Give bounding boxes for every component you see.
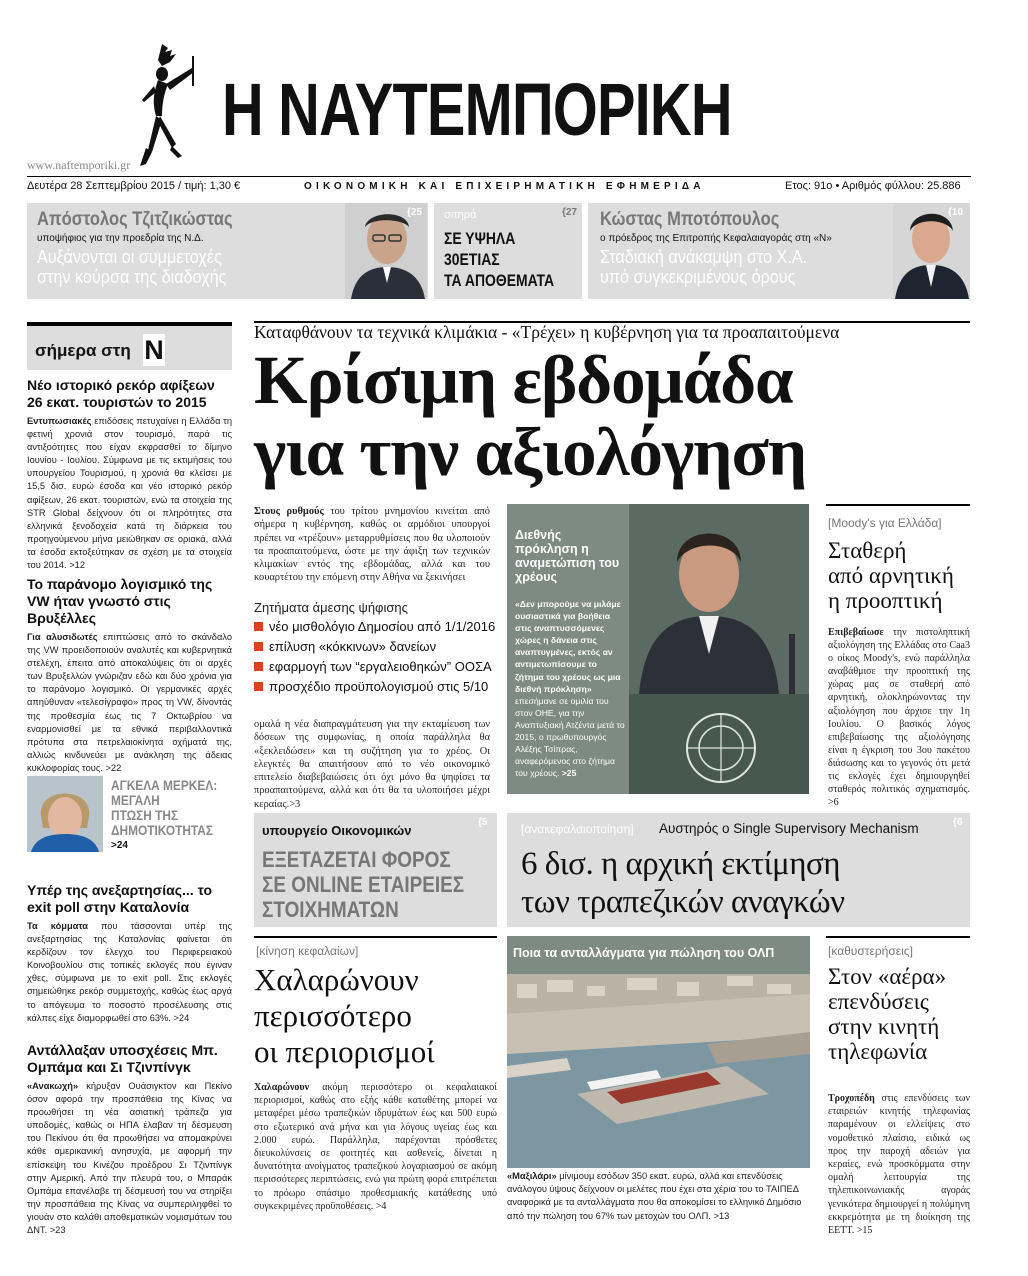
issue-item-2: επίλυση «κόκκινων» δανείων bbox=[269, 639, 437, 654]
ministry-line-1: ΕΞΕΤΑΖΕΤΑΙ ΦΟΡΟΣ bbox=[262, 847, 451, 872]
brief-4[interactable] bbox=[27, 1042, 232, 1237]
brief-1-more: >12 bbox=[66, 560, 86, 571]
masthead-rule bbox=[27, 176, 971, 177]
recap-line-2: των τραπεζικών αναγκών bbox=[521, 884, 845, 920]
tsipras-photo bbox=[629, 504, 809, 794]
capital-category: [κίνηση κεφαλαίων] bbox=[256, 944, 359, 958]
teaser-right-headline-2: υπό συγκεκριμένους όρους bbox=[600, 267, 796, 287]
moodys-category: [Moody's για Ελλάδα] bbox=[828, 516, 942, 530]
ministry-line-2: ΣΕ ONLINE ΕΤΑΙΡΕΙΕΣ bbox=[262, 872, 465, 897]
issue-item-1: νέο μισθολόγιο Δημοσίου από 1/1/2016 bbox=[269, 619, 496, 634]
brief-4-title: Αντάλλαξαν υποσχέσεις Μπ. Ομπάμα και Σι Τζινπίνγκ bbox=[27, 1042, 218, 1075]
brief-3-title: Υπέρ της ανεξαρτησίας... το exit poll στην Καταλονία bbox=[27, 882, 212, 915]
teaser-mid-category: σιτηρά bbox=[444, 209, 477, 221]
today-label: σήμερα στη bbox=[35, 341, 131, 360]
brief-2[interactable] bbox=[27, 576, 232, 775]
olp-more: >13 bbox=[710, 1210, 730, 1221]
teaser-mid-headline bbox=[444, 228, 554, 291]
teaser-left-headline-1: Αυξάνονται οι συμμετοχές bbox=[37, 247, 222, 267]
teaser-left-page: {25 bbox=[407, 207, 423, 218]
website-url[interactable]: www.naftemporiki.gr bbox=[27, 158, 131, 172]
capital-headline bbox=[254, 962, 435, 1070]
recap-page: {6 bbox=[953, 817, 963, 828]
brief-4-lead: «Ανακωχή» bbox=[27, 1081, 79, 1091]
today-bar bbox=[27, 322, 232, 370]
brief-3-text bbox=[27, 920, 232, 1025]
capital-body: ακόμη περισσότερο οι κεφαλαιακοί περιορισμοί, καθώς στο εξής κάθε καταθέτης μπορεί να μεταφέρει μέσω τραπεζικών ιδρυμάτων έως και 500 ευρώ στο εξωτερικό ανά μήνα και για λόγους υγείας έως και 2.000 ευρώ. Παράλληλα, παρέχονται πρόσθετες διευκολύνσεις σε φοιτητές και ασθενείς, δίνεται η δυνατότητα ανοίγματος τραπεζικού λογαριασμού σε ακόμη περισσότερες περιπτώσεις, ενώ για πρώτη φορά επιτρέπεται το πρόωρο σπάσιμο προθεσμιακής κατάθεσης υπό συγκεκριμένες προϋποθέσεις. bbox=[254, 1082, 497, 1212]
teaser-left-headline bbox=[37, 247, 226, 287]
delays-category: [καθυστερήσεις] bbox=[828, 944, 913, 958]
teaser-right-headline-1: Σταδιακή ανάκαμψη στο Χ.Α. bbox=[600, 247, 808, 267]
brief-3-more: >24 bbox=[170, 1012, 190, 1023]
olp-lead: «Μαξιλάρι» bbox=[507, 1171, 557, 1181]
teaser-mid-line-1: ΣΕ ΥΨΗΛΑ bbox=[444, 229, 516, 248]
capital-lead: Χαλαρώνουν bbox=[254, 1082, 310, 1093]
main-lead: Στους ρυθμούς bbox=[254, 506, 324, 517]
main-headline bbox=[254, 344, 806, 488]
brief-4-more: >23 bbox=[47, 1225, 66, 1236]
recap-subtitle: Αυστηρός ο Single Supervisory Mechanism bbox=[659, 821, 919, 836]
brief-1-title: Νέο ιστορικό ρεκόρ αφίξεων 26 εκατ. τουριστών το 2015 bbox=[27, 377, 215, 410]
tsipras-more: >25 bbox=[559, 768, 577, 779]
teaser-right-headline bbox=[600, 247, 807, 287]
issues-box bbox=[254, 600, 496, 697]
delays-headline bbox=[828, 964, 946, 1064]
today-logo-box: Ν bbox=[144, 335, 164, 365]
moodys-body: την πιστοληπτική αξιολόγηση της Ελλάδας στο Caa3 ο οίκος Moody's, ενώ παράλληλα αναβάθμισε την προοπτική της χώρας μας σε σταθερή από αρνητική, ολοκληρώνοντας την αξιολόγηση που άρχισε την 1η Ιουλίου. Ο βασικός λόγος επιβεβαίωσης της αξιολόγησης είναι η έγκριση του 3ου πακέτου διάσωσης και το γεγονός ότι μετά τις εκλογές έχει δημιουργηθεί σταθερός πολιτικός σχηματισμός. bbox=[828, 627, 970, 796]
brief-1-text bbox=[27, 415, 232, 572]
issue-item bbox=[254, 677, 490, 697]
olp-title: Ποια τα ανταλλάγματα για πώληση του ΟΛΠ bbox=[513, 946, 775, 960]
delays-more: >15 bbox=[854, 1225, 873, 1237]
olp-title-bar bbox=[507, 936, 810, 974]
brief-1-body: επιδόσεις πετυχαίνει η Ελλάδα τη φετινή χρονιά στον τουρισμό, παρά τις αντιξοότητες που είχαν εκφρασθεί το δίμηνο Ιουνίου - Ιουλίου. Σύμφωνα με τις εκτιμήσεις του υπουργείου Τουρισμού, η χρονιά θα κλείσει με 15,5 δισ. ευρώ έσοδα και νέο ιστορικό ρεκόρ αφίξεων, 26 εκατ. τουριστών, ενώ τα στοιχεία της STR Global δείχνουν ότι οι πληρότητες στα ελληνικά ξενοδοχεία κατά τη διάρκεια του προηγούμενου μήνα μειώθηκαν σε οριακά, αλλά τα έσοδα εκτοξεύτηκαν σε σχέση με τα στοιχεία του 2014. bbox=[27, 416, 232, 571]
brief-2-text bbox=[27, 631, 232, 775]
capital-line-2: περισσότερο bbox=[254, 998, 412, 1033]
teaser-left-role: υποψήφιος για την προεδρία της Ν.Δ. bbox=[37, 233, 204, 244]
olp-body: μίνιμουμ εσόδων 350 εκατ. ευρώ, αλλά και επενδύσεις ανάλογου ύψους δείχνουν οι μελέτες που έχει στα χέρια του το ΤΑΙΠΕΔ αναφορικά με τα ανταλλάγματα που θα αποκομίσει το ελληνικό Δημόσιο από την πώληση του 67% των μετοχών του ΟΛΠ. bbox=[507, 1171, 802, 1221]
main-headline-2: για την αξιολόγηση bbox=[254, 414, 807, 490]
brief-2-title: Το παράνομο λογισμικό της VW ήταν γνωστό στις Βρυξέλλες bbox=[27, 576, 213, 626]
teaser-right-role: ο πρόεδρος της Επιτροπής Κεφαλαιαγοράς στη «Ν» bbox=[600, 233, 832, 244]
olp-text bbox=[507, 1170, 810, 1223]
issue-item bbox=[254, 617, 496, 637]
brief-3-body: που τάσσονται υπέρ της ανεξαρτησίας της Καταλονίας φαίνεται ότι κερδίζουν τον έλεγχο του Περιφερειακού Κοινοβουλίου στις τοπικές εκλογές που έγιναν χθες, σύμφωνα με το exit poll. Στις εκλογές σημειώθηκε ρεκόρ συμμετοχής, καθώς έως αργά το απόγευμα το ποσοστό προσέλευσης στις κάλπες είχε διαμορφωθεί στο 63%. bbox=[27, 921, 232, 1023]
main-body-2 bbox=[254, 718, 490, 811]
capital-line-3: οι περιορισμοί bbox=[254, 1034, 435, 1069]
recap-category: [ανακεφαλαιοποίηση] bbox=[521, 822, 634, 836]
teaser-right[interactable] bbox=[588, 203, 970, 299]
merkel-line-3: ΠΤΩΣΗ ΤΗΣ bbox=[111, 808, 179, 823]
merkel-photo bbox=[27, 776, 103, 852]
newspaper-title: Η ΝΑΥΤΕΜΠΟΡΙΚΗ bbox=[222, 68, 732, 151]
teaser-mid-line-2: 30ΕΤΙΑΣ bbox=[444, 250, 500, 269]
merkel-line-4: ΔΗΜΟΤΙΚΟΤΗΤΑΣ bbox=[111, 823, 214, 838]
moodys-line-1: Σταθερή bbox=[828, 538, 907, 563]
brief-4-body: κήρυξαν Ουάσιγκτον και Πεκίνο όσον αφορά την προσπάθεια της Κίνας να προωθήσει τη νέα ασιατική τράπεζα για υποδομές, καθώς οι ΗΠΑ έλαβαν τη δέσμευση του Πεκίνου ότι θα προωθήσει να απομακρύνει κάθε αμερικανική ανησυχία, με αφορμή την επίσκεψη του Κινέζου προέδρου Σι Τζινπίνγκ στην Αμερική. Από την πλευρά του, ο Μπαράκ Ομπάμα επανέλαβε τη δέσμευσή του να στηρίξει την προσπάθεια της Κίνας να συμπεριληφθεί το γιουάν στο καλάθι αποθεματικών νομισμάτων του ΔΝΤ. bbox=[27, 1081, 232, 1236]
teaser-right-page: {10 bbox=[948, 207, 964, 218]
moodys-text bbox=[828, 626, 970, 809]
teaser-left-name: Απόστολος Τζιτζικώστας bbox=[37, 209, 233, 230]
tsipras-box[interactable] bbox=[507, 504, 809, 794]
tsipras-quote-text: «Δεν μπορούμε να μιλάμε ουσιαστικά για βοήθεια στις αναπτυσσόμενες χώρες η δάνεια στις αναπτυγμένες, εκτός αν αντιμετωπίσουμε το ζήτημα του χρέους ως μια διεθνή πρόκληση» bbox=[515, 599, 621, 694]
tsipras-title: Διεθνής πρόκληση η αναμετώπιση του χρέους bbox=[515, 528, 620, 584]
brief-4-text bbox=[27, 1080, 232, 1237]
recap-line-1: 6 δισ. η αρχική εκτίμηση bbox=[521, 846, 841, 882]
issue-item-3: εφαρμογή των “εργαλειοθηκών” ΟΟΣΑ bbox=[269, 659, 492, 674]
main-body-1-text: του τρίτου μνημονίου κινείται από σήμερα η κυβέρνηση, καθώς οι αρμόδιοι υπουργοί πρέπει να «τρέξουν» μεταρρυθμίσεις που θα υλοποιούν τα προαπαιτούμενα, ώστε με την άφιξη των τεχνικών κλιμακίων εντός της εβδομάδας, αλλά και του κουαρτέτου την επόμενη στην Αθήνα να ξεκινήσει bbox=[254, 506, 490, 584]
teaser-mid-page: {27 bbox=[562, 207, 578, 218]
port-photo bbox=[507, 974, 810, 1168]
issue-number: Ετος: 91ο • Αριθμός φύλλου: 25.886 bbox=[785, 180, 961, 192]
moodys-headline bbox=[828, 538, 954, 613]
delays-lead: Τροχοπέδη bbox=[828, 1093, 875, 1104]
brief-3-lead: Τα κόμματα bbox=[27, 921, 88, 931]
moodys-more: >6 bbox=[828, 797, 839, 809]
main-body-1 bbox=[254, 505, 490, 585]
issue-item-4: προσχέδιο προϋπολογισμού στις 5/10 bbox=[269, 679, 489, 694]
issue-date-price: Δευτέρα 28 Σεπτεμβρίου 2015 / τιμή: 1,30 € bbox=[27, 180, 241, 192]
issue-item bbox=[254, 637, 490, 657]
delays-line-1: Στον «αέρα» bbox=[828, 964, 947, 989]
brief-2-body: επιπτώσεις από το σκάνδαλο της VW προειδοποιούν αναλυτές και κυβερνητικά στελέχη, έπειτα από αποκαλύψεις ότι οι αρχές των Βρυξελλών γνώριζαν εδώ και δύο χρόνια για το παράνομο λογισμικό. Οι γερμανικές αρχές απηύθυναν «τελεσίγραφο» προς τη VW, δίνοντάς της προθεσμία έως τις 7 Οκτωβρίου να εναρμονισθεί με τα εθνικά περιβαλλοντικά πρότυπα στα πετρελαιοκίνητα οχήματά της, αλλιώς κινδυνεύει με ανάκληση της άδειας κυκλοφορίας τους. bbox=[27, 632, 232, 773]
delays-body: στις επενδύσεις των εταιρειών κινητής τηλεφωνίας παραμένουν οι ελλείψεις στο νομοθετικό πλαίσιο, ειδικά ως προς την παροχή αδειών για κεραίες, ενώ προσκόμματα στην ομαλή λειτουργία της τηλεπικοινωνιακής αγοράς γενικότερα δημιουργεί η πολύμηνη εκκρεμότητα με τη διοίκηση της ΕΕΤΤ. bbox=[828, 1093, 970, 1237]
ministry-page: {5 bbox=[478, 817, 488, 828]
brief-2-more: >22 bbox=[102, 762, 122, 773]
ministry-box[interactable] bbox=[254, 813, 497, 927]
recap-headline bbox=[521, 845, 845, 921]
moodys-rule bbox=[826, 504, 970, 506]
main-more: >3 bbox=[289, 798, 301, 810]
main-headline-1: Κρίσιμη εβδομάδα bbox=[254, 342, 793, 418]
main-body-2-text: ομαλά η νέα διαπραγμάτευση για την εκταμίευση των δόσεων της συμφωνίας, η οποία παράλληλα θα «ξεκλειδώσει» και τη συζήτηση για το χρέος. Οι ελεγκτές θα απαιτήσουν από το νέο οικονομικό επιτελείο διαβεβαιώσεις ότι όχι μόνο θα ψηφίσει τα προαπαιτούμενα, αλλά και ότι θα τα υλοποιήσει μέχρι κεραίας. bbox=[254, 719, 490, 810]
issues-title: Ζητήματα άμεσης ψήφισης bbox=[254, 600, 408, 615]
teaser-right-name: Κώστας Μποτόπουλος bbox=[600, 209, 780, 230]
issue-item bbox=[254, 657, 490, 677]
capital-more: >4 bbox=[373, 1200, 387, 1212]
capital-rule bbox=[254, 936, 497, 938]
merkel-page: >24 bbox=[111, 840, 128, 851]
brief-2-lead: Για αλυσιδωτές bbox=[27, 632, 98, 642]
ministry-line-3: ΣΤΟΙΧΗΜΑΤΩΝ bbox=[262, 897, 399, 922]
capital-text bbox=[254, 1081, 497, 1213]
teaser-left-headline-2: στην κούρσα της διαδοχής bbox=[37, 267, 227, 287]
ministry-headline bbox=[262, 847, 464, 922]
delays-line-3: στην κινητή bbox=[828, 1014, 940, 1039]
merkel-line-2: ΜΕΓΑΛΗ bbox=[111, 793, 160, 808]
tsipras-rest: επεσήμανε σε ομιλία του στον ΟΗΕ, για την Αναπτυξιακή Ατζέντα μετά το 2015, ο πρωθυπουργός Αλέξης Τσίπρας, αναφερόμενος στο ζήτημα του χρέους. bbox=[515, 695, 625, 779]
brief-1-lead: Εντυπωσιακές bbox=[27, 416, 92, 426]
moodys-lead: Επιβεβαίωσε bbox=[828, 627, 884, 638]
teaser-left[interactable] bbox=[27, 203, 428, 299]
merkel-line-1: ΑΓΚΕΛΑ ΜΕΡΚΕΛ: bbox=[111, 778, 218, 793]
main-kicker: Καταφθάνουν τα τεχνικά κλιμάκια - «Τρέχει» η κυβέρνηση για τα προαπαιτούμενα bbox=[254, 322, 840, 342]
delays-rule bbox=[826, 936, 970, 938]
recap-box[interactable] bbox=[507, 813, 970, 927]
merkel-headline bbox=[111, 778, 217, 838]
brief-1[interactable] bbox=[27, 377, 232, 572]
brief-3[interactable] bbox=[27, 882, 232, 1025]
tagline: ΟΙΚΟΝΟΜΙΚΗ ΚΑΙ ΕΠΙΧΕΙΡΗΜΑΤΙΚΗ ΕΦΗΜΕΡΙΔΑ bbox=[304, 181, 705, 192]
delays-text bbox=[828, 1092, 970, 1237]
moodys-line-3: η προοπτική bbox=[828, 588, 943, 613]
capital-line-1: Χαλαρώνουν bbox=[254, 962, 419, 997]
olp-box[interactable] bbox=[507, 936, 810, 1226]
hermes-logo bbox=[132, 40, 212, 172]
teaser-mid[interactable] bbox=[434, 203, 582, 299]
delays-line-4: τηλεφωνία bbox=[828, 1039, 928, 1064]
delays-line-2: επενδύσεις bbox=[828, 989, 929, 1014]
teaser-mid-line-3: ΤΑ ΑΠΟΘΕΜΑΤΑ bbox=[444, 271, 555, 290]
ministry-label: υπουργείο Οικονομικών bbox=[262, 823, 412, 838]
tsipras-quote bbox=[515, 598, 625, 779]
merkel-box[interactable] bbox=[27, 776, 232, 852]
moodys-line-2: από αρνητική bbox=[828, 563, 954, 588]
